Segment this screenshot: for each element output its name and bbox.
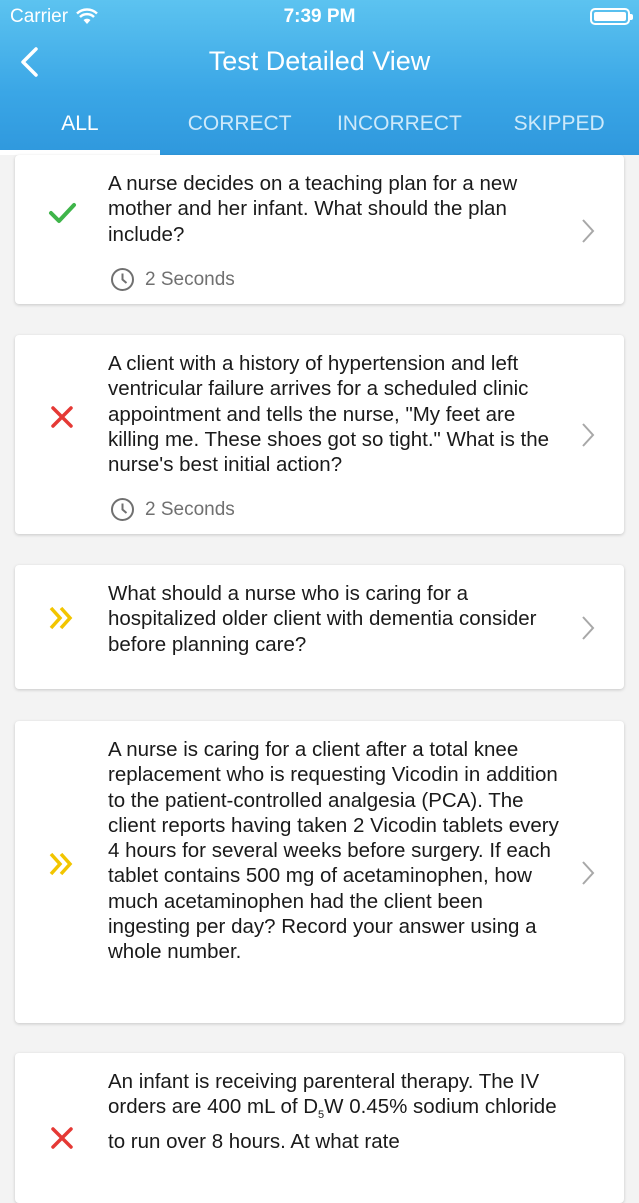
cross-icon xyxy=(47,402,77,432)
tab-all[interactable]: ALL xyxy=(0,100,160,155)
subscript: 5 xyxy=(318,1109,325,1122)
question-list xyxy=(0,155,639,1153)
question-card[interactable] xyxy=(15,335,624,534)
clock-icon xyxy=(110,497,135,522)
checkmark-icon xyxy=(47,197,77,227)
double-chevron-icon xyxy=(47,849,77,879)
time-label: 2 Seconds xyxy=(145,268,235,290)
status-time: 7:39 PM xyxy=(283,6,356,27)
question-card[interactable] xyxy=(15,721,624,1023)
app-header xyxy=(0,0,639,155)
tab-correct[interactable]: CORRECT xyxy=(187,112,292,135)
time-label: 2 Seconds xyxy=(145,498,235,520)
chevron-right-icon xyxy=(580,218,596,244)
page-title: Test Detailed View xyxy=(208,46,431,76)
tab-skipped[interactable]: SKIPPED xyxy=(513,112,605,135)
chevron-right-icon xyxy=(580,422,596,448)
time-spent xyxy=(110,267,235,292)
tab-incorrect[interactable]: INCORRECT xyxy=(336,112,462,135)
question-text: A nurse is caring for a client after a total knee replacement who is requesting Vicodin in addition to the patient-controlled analgesia (PCA). The client reports having taken 2 Vicodin tablets every 4 hours for several weeks before surgery. If each tablet contains 500 mg of acetaminophen, how much acetaminophen had the client been ingesting per day? Record your answer using a whole number. xyxy=(108,738,559,964)
carrier-label: Carrier xyxy=(10,6,69,27)
cross-icon xyxy=(47,1123,77,1153)
question-text: What should a nurse who is caring for a hospitalized older client with dementia consider before planning care? xyxy=(108,582,537,656)
question-text xyxy=(108,1069,568,1154)
chevron-right-icon xyxy=(580,860,596,886)
question-card[interactable] xyxy=(15,155,624,304)
question-text-part: W 0.45% sodium chloride to run over 8 hours. At what rate xyxy=(108,1095,557,1153)
question-card[interactable] xyxy=(15,1053,624,1203)
question-text-part: An infant is receiving parenteral therapy. The IV orders are 400 mL of D xyxy=(108,1070,540,1119)
battery-icon xyxy=(590,8,630,25)
double-chevron-icon xyxy=(47,603,77,633)
tab-bar xyxy=(0,100,639,155)
question-card[interactable] xyxy=(15,565,624,689)
question-text: A nurse decides on a teaching plan for a new mother and her infant. What should the plan include? xyxy=(108,172,518,246)
time-spent xyxy=(110,497,235,522)
question-text: A client with a history of hypertension and left ventricular failure arrives for a scheduled clinic appointment and tells the nurse, "My feet are killing me. These shoes got so tight." What is the nurse's best initial action? xyxy=(108,352,550,477)
clock-icon xyxy=(110,267,135,292)
nav-bar xyxy=(0,34,639,90)
chevron-right-icon xyxy=(580,615,596,641)
status-bar xyxy=(0,0,639,34)
